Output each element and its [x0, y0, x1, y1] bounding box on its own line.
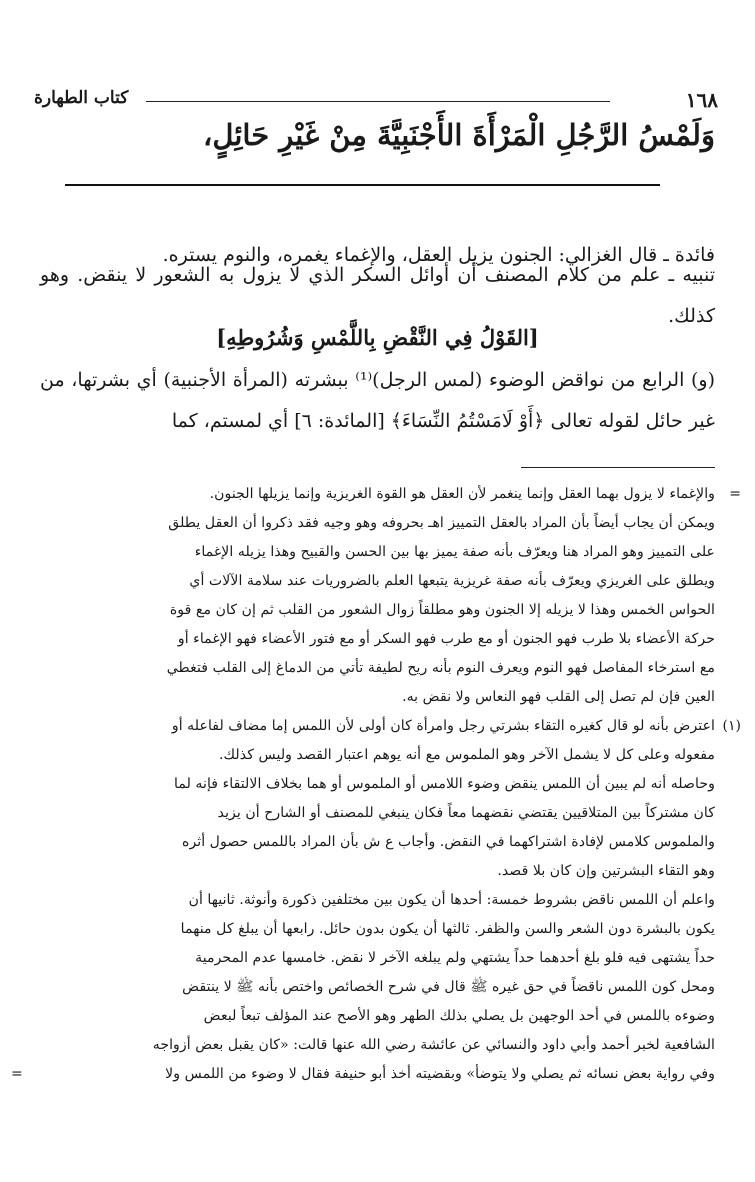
- book-title: كتاب الطهارة: [34, 88, 129, 108]
- footnote-line: ويمكن أن يجاب أيضاً بأن المراد بالعقل التمييز اهـ بحروفه وهو وجيه فقد ذكروا أن العقل يطلق: [168, 515, 715, 531]
- footnote-line: وحاصله أنه لم يبين أن اللمس ينقض وضوء اللامس أو الملموس أو هما بخلاف الالتقاء فإنه لما: [174, 776, 715, 792]
- footnote-line: وهو التقاء البشرتين وإن كان بلا قصد.: [497, 863, 715, 879]
- footnote-line: مع استرخاء المفاصل فهو النوم ويعرف النوم بأنه ريح لطيفة تأتي من الدماغ إلى القلب فتغطي: [166, 660, 715, 676]
- footnote-line: على التمييز وهو المراد هنا ويعرّف بأنه صفة يميز بها بين الحسن والقبيح وهذا يزيله الإغماء: [194, 544, 715, 560]
- fa-ida-paragraph: فائدة ـ قال الغزالي: الجنون يزيل العقل، والإغماء يغمره، والنوم يستره.: [162, 244, 715, 266]
- header-rule: [146, 101, 610, 102]
- footnote-line: يكون بالبشرة دون الشعر والسن والظفر. ثالثها أن يكون بدون حائل. رابعها أن يبلغ كل منهما: [180, 921, 715, 937]
- footnote-line: مفعوله وعلى كل لا يشمل الآخر وهو الملموس مع أنه يوهم اعتبار القصد وليس كذلك.: [218, 747, 715, 763]
- footnote-1: [11, 712, 741, 1089]
- footnote-line: كان مشتركاً بين المتلاقيين يقتضي نقضهما معاً فكان ينبغي للمصنف أو الشارح أن يزيد: [217, 805, 715, 821]
- footnotes: [11, 480, 741, 1089]
- page-header: [34, 88, 718, 114]
- footnote-line: حركة الأعضاء بلا طرب فهو الجنون أو مع طرب فهو السكر أو مع فتور الأعضاء فهو الإغماء أو: [177, 631, 715, 647]
- footnote-line: ويطلق على الغريزي ويعرّف بأنه صفة غريزية يتبعها العلم بالضروريات عند سلامة الآلات أي: [189, 573, 715, 589]
- footnote-line: ومحل كون اللمس ناقضاً في حق غيره ﷺ قال في شرح الخصائص واختص بأنه ﷺ لا ينتقض: [182, 979, 715, 995]
- footnote-separator: [521, 467, 715, 468]
- footnote-line: والإغماء لا يزول بهما العقل وإنما ينغمر لأن العقل هو القوة الغريزية وإنما يزيلها الجنون.: [209, 486, 715, 502]
- footnote-line: اعترض بأنه لو قال كغيره التقاء بشرتي رجل وامرأة كان أولى لأن اللمس إما مضاف لفاعله أو: [171, 718, 715, 734]
- footnote-line: الشافعية لخبر أحمد وأبي داود والنسائي عن عائشة رضي الله عنها قالت: «كان يقبل بعض أزواجه: [152, 1037, 715, 1053]
- footnote-line: والملموس كلامس لإفادة اشتراكهما في النقض. وأجاب ع ش بأن المراد باللمس حصول أثره: [182, 834, 715, 850]
- footnote-1-marker: (١): [722, 718, 741, 734]
- tanbih-text: تنبيه ـ علم من كلام المصنف أن أوائل السكر الذي لا يزول به الشعور لا ينقض. وهو كذلك.: [40, 264, 715, 327]
- footnote-line: وفي رواية بعض نسائه ثم يصلي ولا يتوضأ» وبقضيته أخذ أبو حنيفة فقال لا وضوء من اللمس ولا: [165, 1066, 715, 1082]
- continuation-end-marker: =: [11, 1066, 23, 1082]
- footnote-continuation: [35, 480, 741, 712]
- page-number: ١٦٨: [685, 88, 718, 112]
- footnote-line: الحواس الخمس وهذا لا يزيله إلا الجنون وهو مطلقاً زوال الشعور من القلب ثم إن كان مع قوة: [169, 602, 715, 618]
- continuation-marker: =: [729, 486, 741, 502]
- footnote-line: واعلم أن اللمس ناقض بشروط خمسة: أحدها أن يكون بين مختلفين ذكورة وأنوثة. ثانيها أن: [188, 892, 715, 908]
- footnote-line: العين فإن لم تصل إلى القلب فهو النعاس ولا نقض به.: [402, 689, 715, 705]
- matn-text: وَلَمْسُ الرَّجُلِ الْمَرْأَةَ الأَجْنَبِيَّةَ مِنْ غَيْرِ حَائِلٍ،: [203, 118, 715, 152]
- footnote-line: وضوءه باللمس في أحد الوجهين بل يصلي بذلك الطهر وهو الأصح عند المؤلف تبعاً لبعض: [203, 1008, 715, 1024]
- rabi-paragraph: (و) الرابع من نواقض الوضوء (لمس الرجل)⁽¹⁾ ببشرته (المرأة الأجنبية) أي بشرتها، من غير حائل لقوله تعالى ﴿أَوْ لَامَسْتُمُ النِّسَاءَ﴾ [المائدة: ٦] أي لمستم، كما: [40, 369, 716, 432]
- section-heading: [القَوْلُ فِي النَّقْضِ بِاللَّمْسِ وَشُرُوطِهِ]: [216, 325, 539, 350]
- footnote-line: حداً يشتهى فيه فلو بلغ أحدهما حداً يشتهي ولم يبلغه الآخر لا نقض. خامسها عدم المحرمية: [195, 950, 715, 966]
- matn-separator: [65, 184, 660, 186]
